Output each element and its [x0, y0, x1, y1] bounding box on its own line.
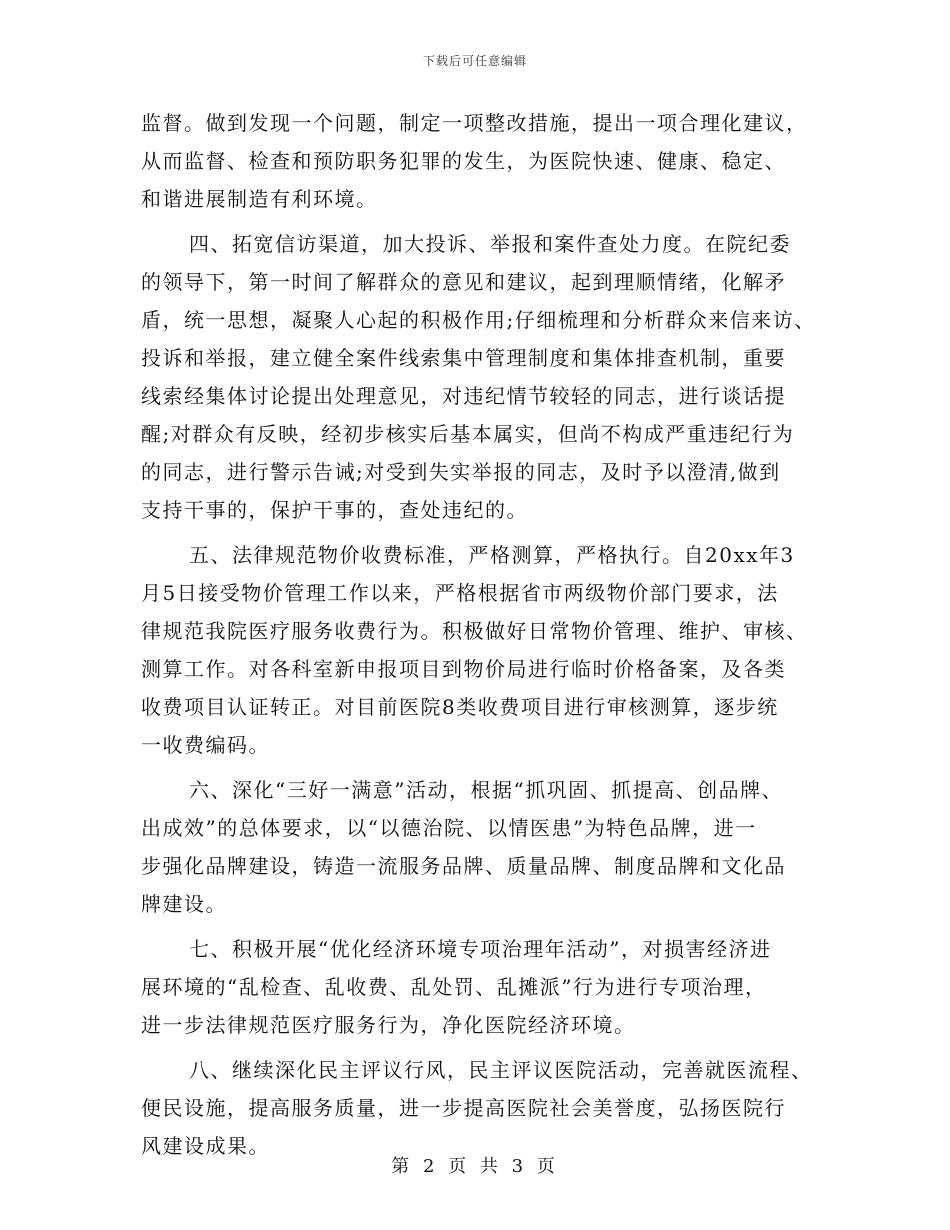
- text-line: 律规范我院医疗服务收费行为。积极做好日常物价管理、维护、审核、: [141, 619, 808, 643]
- text-line: 和谐进展制造有利环境。: [141, 187, 378, 211]
- text-line: 收费项目认证转正。对目前医院8类收费项目进行审核测算，逐步统: [141, 695, 779, 719]
- text-line: 投诉和举报，建立健全案件线索集中管理制度和集体排查机制，重要: [141, 346, 786, 370]
- text-line: 一收费编码。: [141, 733, 270, 757]
- text-line: 六、深化“三好一满意”活动，根据“抓巩固、抓提高、创品牌、: [189, 778, 784, 802]
- text-line: 监督。做到发现一个问题，制定一项整改措施，提出一项合理化建议，: [141, 111, 808, 135]
- text-line: 的同志，进行警示告诫;对受到失实举报的同志，及时予以澄清,做到: [141, 460, 781, 484]
- document-body: [141, 104, 831, 1165]
- text-line: 风建设成果。: [141, 1134, 270, 1158]
- text-line: 便民设施，提高服务质量，进一步提高医院社会美誉度，弘扬医院行: [141, 1096, 786, 1120]
- paragraph-item-8: [141, 1051, 831, 1165]
- page-header: 下载后可任意编辑: [422, 54, 527, 68]
- text-line: 八、继续深化民主评议行风，民主评议医院活动，完善就医流程、: [189, 1058, 813, 1082]
- text-line: 的领导下，第一时间了解群众的意见和建议，起到理顺情绪，化解矛: [141, 270, 786, 294]
- paragraph-continuation: [141, 104, 831, 218]
- text-line: 盾，统一思想，凝聚人心起的积极作用;仔细梳理和分析群众来信来访、: [141, 308, 816, 332]
- text-line: 支持干事的，保护干事的，查处违纪的。: [141, 498, 528, 522]
- text-line: 从而监督、检查和预防职务犯罪的发生，为医院快速、健康、稳定、: [141, 149, 786, 173]
- paragraph-item-7: [141, 930, 831, 1044]
- text-line: 七、积极开展“优化经济环境专项治理年活动”，对损害经济进: [189, 937, 772, 961]
- text-line: 月5日接受物价管理工作以来，严格根据省市两级物价部门要求，法: [141, 581, 779, 605]
- text-line: 牌建设。: [141, 892, 227, 916]
- text-line: 五、法律规范物价收费标准，严格测算，严格执行。自20xx年3: [189, 543, 795, 567]
- text-line: 四、拓宽信访渠道，加大投诉、举报和案件查处力度。在院纪委: [189, 232, 791, 256]
- paragraph-item-5: [141, 536, 831, 764]
- text-line: 醒;对群众有反映，经初步核实后基本属实，但尚不构成严重违纪行为: [141, 422, 795, 446]
- text-line: 测算工作。对各科室新申报项目到物价局进行临时价格备案，及各类: [141, 657, 786, 681]
- text-line: 步强化品牌建设，铸造一流服务品牌、质量品牌、制度品牌和文化品: [141, 854, 786, 878]
- paragraph-item-4: [141, 225, 831, 529]
- text-line: 线索经集体讨论提出处理意见，对违纪情节较轻的同志，进行谈话提: [141, 384, 786, 408]
- text-line: 出成效”的总体要求，以“以德治院、以情医患”为特色品牌，进一: [141, 816, 757, 840]
- text-line: 展环境的“乱检查、乱收费、乱处罚、乱摊派”行为进行专项治理，: [141, 975, 767, 999]
- text-line: 进一步法律规范医疗服务行为，净化医院经济环境。: [141, 1013, 636, 1037]
- paragraph-item-6: [141, 771, 831, 923]
- page-number-footer: 第 2 页 共 3 页: [391, 1156, 559, 1177]
